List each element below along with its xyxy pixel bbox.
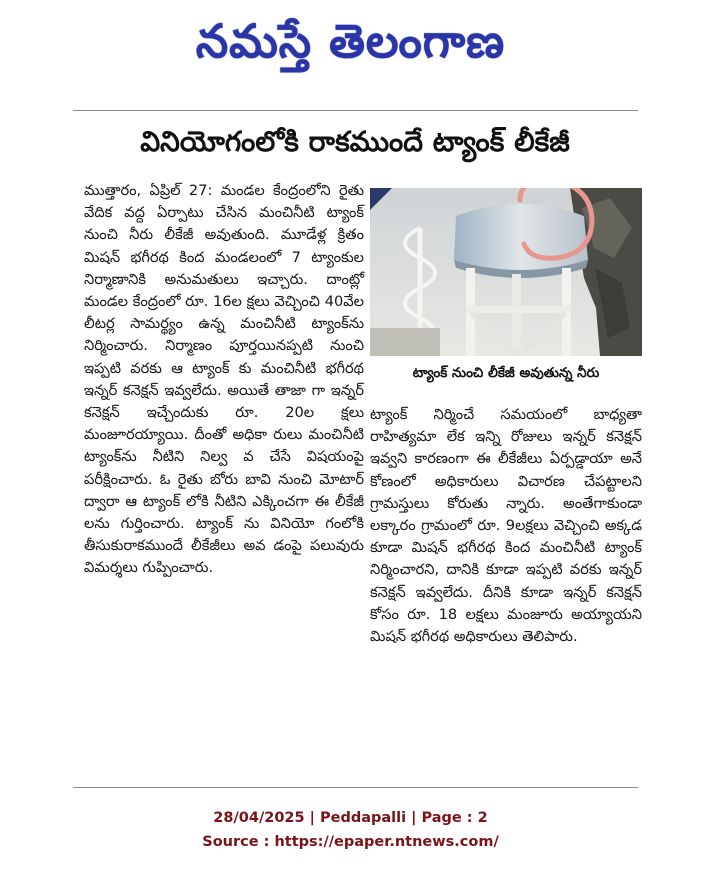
top-divider	[73, 110, 638, 111]
bottom-divider	[73, 787, 638, 788]
dateline: 28/04/2025 | Peddapalli | Page : 2	[213, 810, 488, 826]
water-tank-photo	[370, 188, 642, 356]
article-headline: వినియోగంలోకి రాకముందే ట్యాంక్ లీకేజీ	[140, 125, 570, 158]
article-body-left-column: ముత్తారం, ఏప్రిల్ 27: మండల కేంద్రంలోని రైతు వేదిక వద్ద ఏర్పాటు చేసిన మంచినీటి ట్యాంక్ నుంచి నీరు లీకేజీ అవుతుంది. మూడేళ్ల క్రితం మిషన్ భగీరథ కింద మండలంలో 7 ట్యాంకుల నిర్మాణానికి అనుమతులు ఇచ్చారు. దాంట్లో మండల కేంద్రంలో రూ. 16ల క్షలు వెచ్చించి 40వేల లీటర్ల సామర్థ్యం ఉన్న మంచినీటి ట్యాంక్‌ను నిర్మించారు. నిర్మాణం పూర్తయినప్పటి నుంచి ఇప్పటి వరకు ఆ ట్యాంక్ కు మంచినీటి భగీరథ ఇన్నర్ కనెక్షన్ ఇవ్వలేదు. అయితే తాజా గా ఇన్నర్ కనెక్షన్ ఇచ్చేందుకు రూ. 20ల క్షలు మంజూరయ్యాయి. దీంతో అధికా రులు మంచినీటి ట్యాంక్‌ను నీటిని నిల్వ వ చేసే విషయంపై పరీక్షించారు. ఓ రైతు బోరు బావి నుంచి మోటార్ ద్వారా ఆ ట్యాంక్ లోకి నీటిని ఎక్కించగా ఈ లీకేజీ లను గుర్తించారు. ట్యాంక్ ను వినియో గంలోకి తీసుకురాకముందే లీకేజీలు అవ డంపై పలువురు విమర్శలు గుప్పించారు.	[84, 182, 364, 577]
source-line: Source : https://epaper.ntnews.com/	[202, 834, 499, 850]
newspaper-masthead: నమస్తే తెలంగాణ	[195, 14, 506, 68]
photo-caption: ట్యాంక్ నుంచి లీకేజీ అవుతున్న నీరు	[412, 365, 600, 381]
article-body-right-column: ట్యాంక్ నిర్మించే సమయంలో బాధ్యతా రాహిత్యమా లేక ఇన్ని రోజులు ఇన్నర్ కనెక్షన్ ఇవ్వని కారణంగా ఈ లీకేజీలు ఏర్పడ్డాయా అనే కోణంలో అధికారులు విచారణ చేపట్టాలని గ్రామస్తులు కోరుతు న్నారు. అంతేగాకుండా లక్కారం గ్రామంలో రూ. 9లక్షలు వెచ్చించి అక్కడ కూడా మిషన్ భగీరథ కింద మంచినీటి ట్యాంక్ నిర్మించారని, దానికి కూడా ఇప్పటి వరకు ఇన్నర్ కనెక్షన్ ఇవ్వలేదు. దీనికి కూడా ఇన్నర్ కనెక్షన్ కోసం రూ. 18 లక్షలు మంజూరు అయ్యాయని మిషన్ భగీరథ అధికారులు తెలిపారు.	[370, 406, 642, 646]
